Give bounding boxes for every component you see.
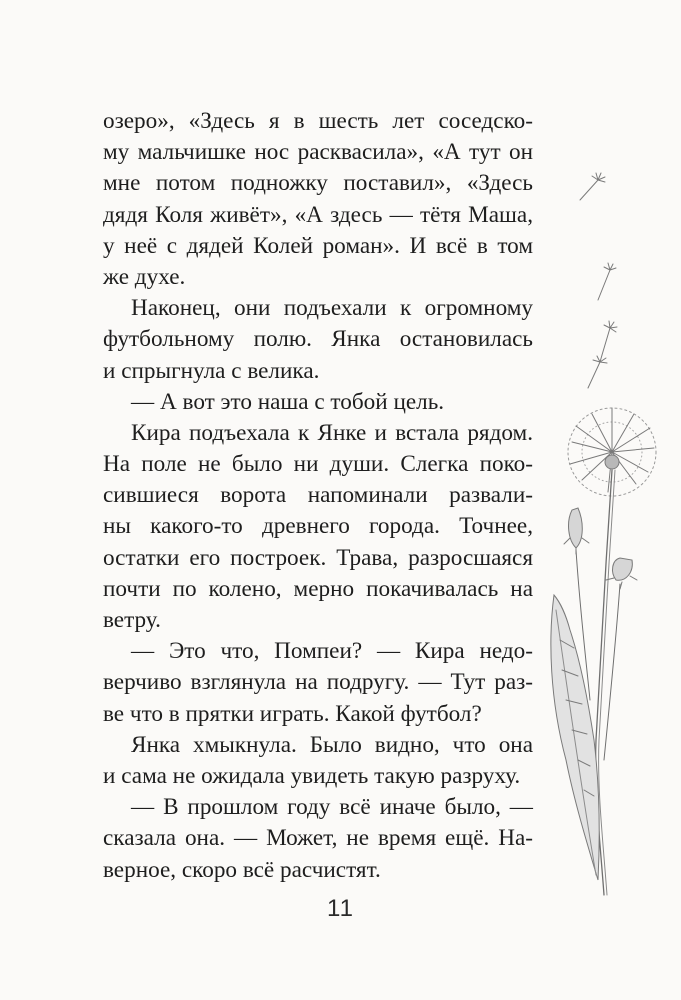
text-line: Наконец, они подъехали к огромному bbox=[131, 295, 533, 322]
floating-seed-icon bbox=[580, 173, 605, 200]
text-line: му мальчишке нос расквасила», «А тут он bbox=[103, 139, 533, 166]
page-number: 11 bbox=[327, 895, 354, 922]
text-line: мне потом подножку поставил», «Здесь bbox=[103, 170, 533, 197]
dandelion-seedhead-icon bbox=[568, 408, 656, 496]
floating-seed-icon bbox=[598, 263, 616, 300]
text-line: дядя Коля живёт», «А здесь — тётя Маша, bbox=[103, 201, 533, 228]
body-text bbox=[103, 106, 533, 886]
text-line: На поле не было ни души. Слегка поко- bbox=[103, 451, 533, 478]
floating-seed-icon bbox=[602, 321, 617, 355]
text-line: у неё с дядей Колей роман». И всё в том bbox=[103, 232, 533, 259]
text-line: озеро», «Здесь я в шесть лет соседско- bbox=[103, 108, 533, 134]
text-line: и сама не ожидала увидеть такую разруху. bbox=[103, 762, 521, 789]
text-line: Янка хмыкнула. Было видно, что она bbox=[131, 731, 533, 758]
dandelion-bud-icon bbox=[604, 558, 637, 760]
text-line: сказала она. — Может, не время ещё. На- bbox=[103, 825, 533, 852]
text-line: почти по колено, мерно покачивалась на bbox=[103, 575, 533, 602]
text-line: Кира подъехала к Янке и встала рядом. bbox=[131, 419, 533, 446]
text-line: ны какого-то древнего города. Точнее, bbox=[103, 513, 533, 540]
text-line: и спрыгнула с велика. bbox=[103, 357, 320, 384]
text-line: — А вот это наша с тобой цель. bbox=[131, 388, 445, 415]
text-line: же духе. bbox=[103, 263, 186, 290]
text-line: сившиеся ворота напоминали развали- bbox=[103, 482, 533, 509]
text-line: остатки его построек. Трава, разросшаяся bbox=[103, 544, 533, 571]
text-line: верчиво взглянула на подругу. — Тут раз- bbox=[103, 669, 533, 696]
text-line: — В прошлом году всё иначе было, — bbox=[131, 794, 533, 821]
text-line: верное, скоро всё расчистят. bbox=[103, 856, 381, 883]
text-line: — Это что, Помпеи? — Кира недо- bbox=[131, 638, 533, 665]
text-line: ветру. bbox=[103, 607, 161, 633]
dandelion-leaf-icon bbox=[551, 595, 599, 880]
floating-seed-icon bbox=[588, 355, 607, 388]
text-line: ве что в прятки играть. Какой футбол? bbox=[103, 700, 482, 727]
text-line: футбольному полю. Янка остановилась bbox=[103, 326, 533, 353]
dandelion-illustration-icon bbox=[540, 140, 681, 900]
